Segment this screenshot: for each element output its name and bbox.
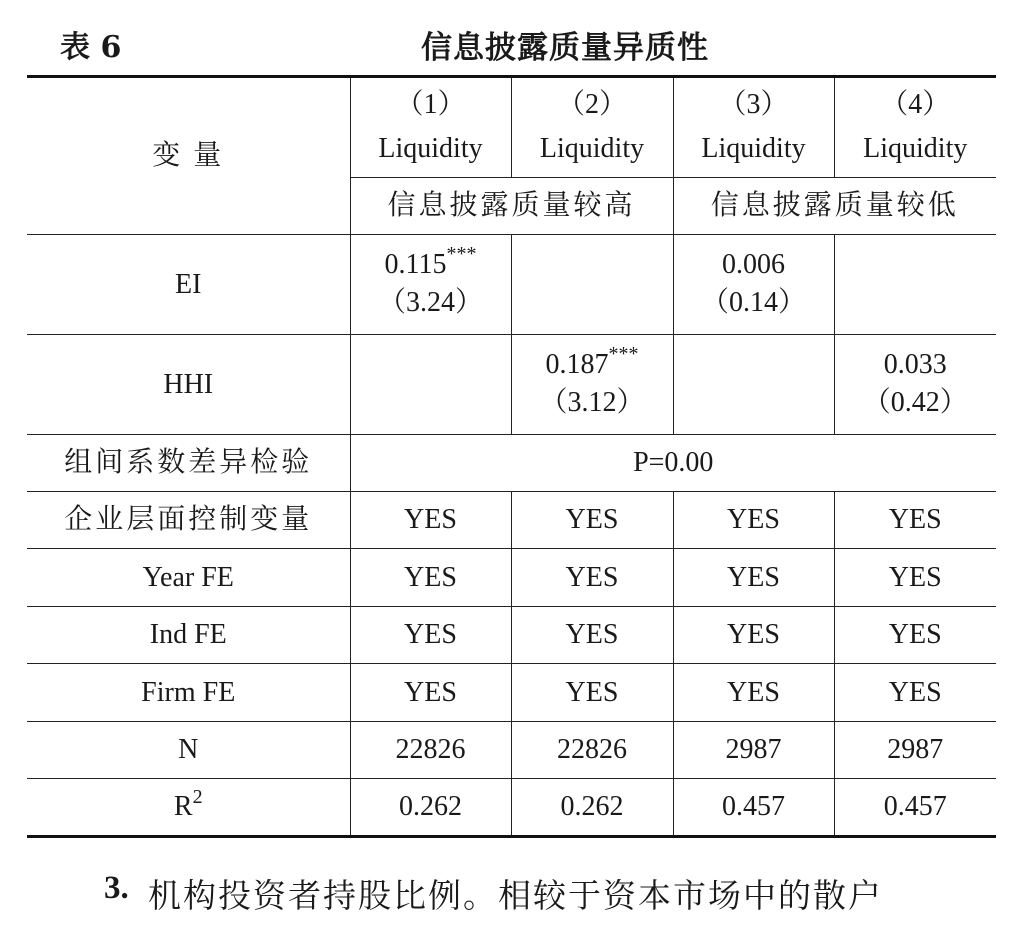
body-paragraph [0, 862, 1013, 922]
cell-value: YES [834, 607, 996, 664]
column-number: （4） [880, 88, 951, 120]
cell-value: YES [511, 607, 673, 664]
header-row-columns [27, 77, 996, 178]
cell-value: YES [673, 607, 834, 664]
column-header-1 [350, 77, 511, 178]
cell-value: YES [350, 607, 511, 664]
group-high-disclosure: 信息披露质量较高 [350, 178, 673, 235]
cell-ei-c4 [834, 235, 996, 335]
significance-stars: *** [446, 243, 477, 266]
cell-hhi-c3 [673, 335, 834, 435]
row-label: Firm FE [27, 664, 350, 722]
column-header-2 [511, 77, 673, 178]
table-row-r2 [27, 779, 996, 837]
cell-value: 0.262 [511, 779, 673, 837]
cell-value: 0.262 [350, 779, 511, 837]
t-statistic: （0.42） [862, 386, 968, 418]
column-number: （2） [556, 88, 627, 120]
coefficient: 0.187 [545, 348, 609, 380]
cell-value: 0.457 [673, 779, 834, 837]
row-label: EI [27, 235, 350, 335]
row-label: 组间系数差异检验 [27, 435, 350, 492]
cell-value: YES [834, 549, 996, 607]
cell-value: YES [673, 549, 834, 607]
cell-value: YES [350, 549, 511, 607]
cell-value: YES [673, 664, 834, 722]
superscript: 2 [192, 785, 203, 808]
t-statistic: （0.14） [700, 286, 806, 318]
table-row-n [27, 722, 996, 779]
table-row-year-fe [27, 549, 996, 607]
column-dependent: Liquidity [863, 132, 968, 164]
table-row-group-test [27, 435, 996, 492]
cell-value: YES [511, 549, 673, 607]
variable-header: 变 量 [27, 77, 350, 235]
cell-value: YES [834, 492, 996, 549]
table-caption [0, 18, 1013, 66]
cell-value: YES [350, 664, 511, 722]
cell-value: 22826 [511, 722, 673, 779]
group-low-disclosure: 信息披露质量较低 [673, 178, 996, 235]
column-dependent: Liquidity [539, 132, 645, 164]
column-header-3 [673, 77, 834, 178]
table-title: 信息披露质量异质性 [421, 30, 709, 66]
cell-value: 22826 [350, 722, 511, 779]
column-number: （1） [395, 88, 466, 120]
coefficient: 0.033 [883, 348, 947, 380]
significance-stars: *** [608, 343, 639, 366]
cell-hhi-c2 [511, 335, 673, 435]
row-label: $R^2$ [27, 779, 350, 837]
cell-value: YES [511, 492, 673, 549]
cell-value: YES [673, 492, 834, 549]
paragraph-text: 机构投资者持股比例。相较于资本市场中的散户 [148, 876, 883, 915]
table-label: 表 6 [60, 30, 122, 65]
column-number: （3） [718, 88, 789, 120]
p-value: P=0.00 [350, 435, 996, 492]
column-header-4 [834, 77, 996, 178]
section-number: 3. [104, 870, 129, 906]
cell-value: 2987 [673, 722, 834, 779]
cell-value: YES [511, 664, 673, 722]
table-row-firm-fe [27, 664, 996, 722]
row-label: Year FE [27, 549, 350, 607]
coefficient: 0.115 [384, 248, 447, 280]
cell-ei-c3 [673, 235, 834, 335]
cell-value: 0.457 [834, 779, 996, 837]
column-dependent: Liquidity [378, 132, 483, 164]
row-label: Ind FE [27, 607, 350, 664]
cell-hhi-c1 [350, 335, 511, 435]
coefficient: 0.006 [722, 248, 785, 280]
cell-ei-c2 [511, 235, 673, 335]
row-label: N [27, 722, 350, 779]
cell-value: 2987 [834, 722, 996, 779]
row-label: HHI [27, 335, 350, 435]
cell-hhi-c4 [834, 335, 996, 435]
table-row-ind-fe [27, 607, 996, 664]
column-dependent: Liquidity [701, 132, 806, 164]
cell-value: YES [350, 492, 511, 549]
t-statistic: （3.12） [539, 386, 645, 418]
table-row-controls [27, 492, 996, 549]
regression-table [27, 75, 996, 838]
cell-ei-c1 [350, 235, 511, 335]
cell-value: YES [834, 664, 996, 722]
table-row-ei [27, 235, 996, 335]
t-statistic: （3.24） [377, 286, 483, 318]
table-row-hhi [27, 335, 996, 435]
row-label: 企业层面控制变量 [27, 492, 350, 549]
